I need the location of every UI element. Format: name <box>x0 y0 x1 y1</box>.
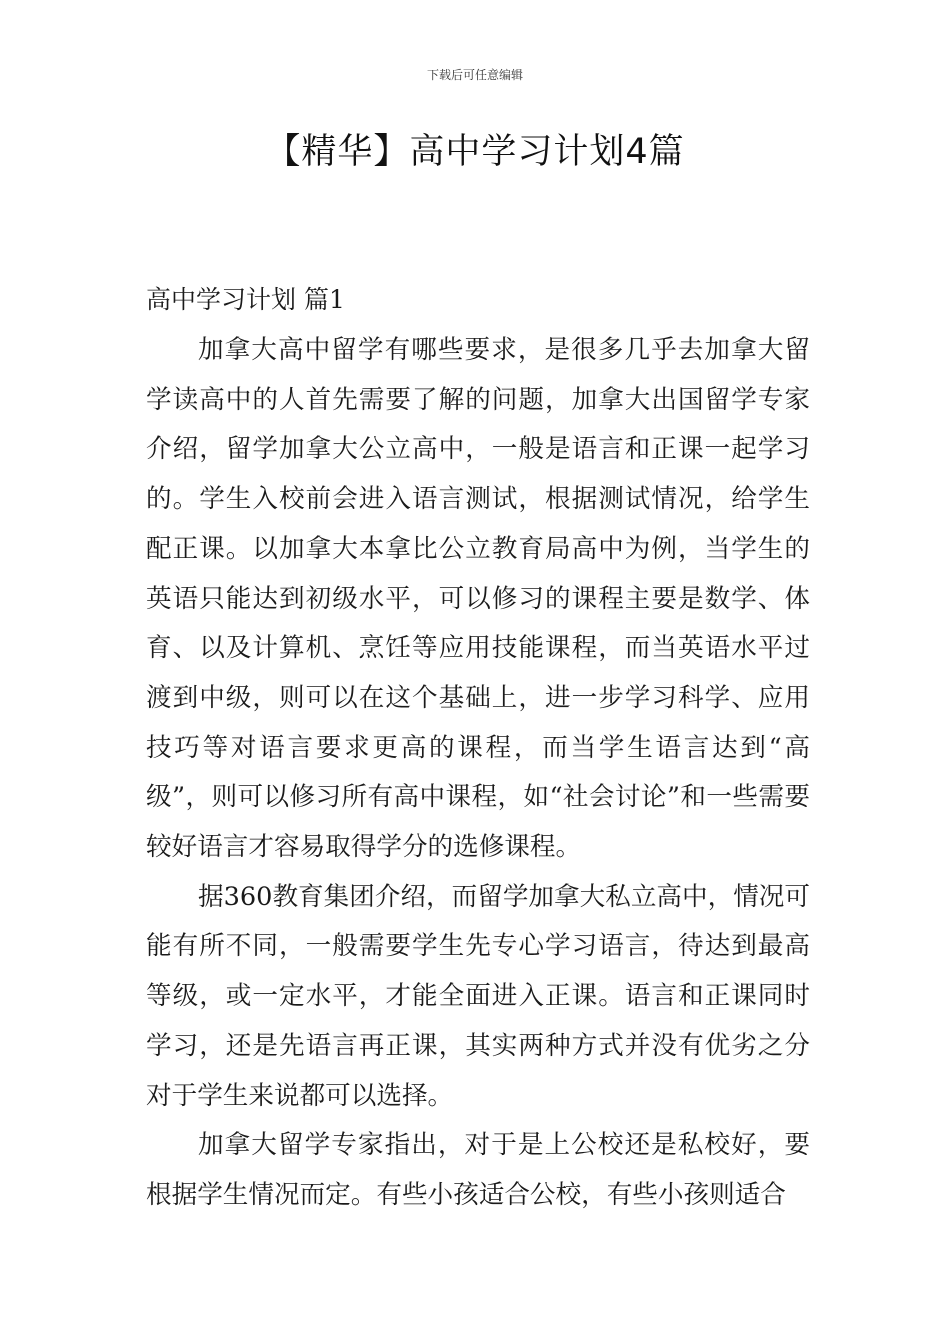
section-heading: 高中学习计划 篇1 <box>146 285 345 314</box>
paragraph-1: 加拿大高中留学有哪些要求，是很多几乎去加拿大留学读高中的人首先需要了解的问题，加拿大出国留学专家介绍，留学加拿大公立高中，一般是语言和正课一起学习的。学生入校前会进入语言测试，根据测试情况，给学生配正课。以加拿大本拿比公立教育局高中为例，当学生的英语只能达到初级水平，可以修习的课程主要是数学、体育、以及计算机、烹饪等应用技能课程，而当英语水平过渡到中级，则可以在这个基础上，进一步学习科学、应用技巧等对语言要求更高的课程，而当学生语言达到“高级”，则可以修习所有高中课程，如“社会讨论”和一些需要较好语言才容易取得学分的选修课程。 <box>146 335 810 863</box>
header-note: 下载后可任意编辑 <box>426 68 523 82</box>
paragraph-3: 加拿大留学专家指出，对于是上公校还是私校好，要根据学生情况而定。有些小孩适合公校，有些小孩则适合 <box>146 1130 810 1210</box>
document-body <box>146 326 810 1221</box>
paragraph-2: 据360教育集团介绍，而留学加拿大私立高中，情况可能有所不同，一般需要学生先专心学习语言，待达到最高等级，或一定水平，才能全面进入正课。语言和正课同时学习，还是先语言再正课，其实两种方式并没有优劣之分对于学生来说都可以选择。 <box>146 881 810 1111</box>
document-title: 【精华】高中学习计划4篇 <box>265 132 685 172</box>
